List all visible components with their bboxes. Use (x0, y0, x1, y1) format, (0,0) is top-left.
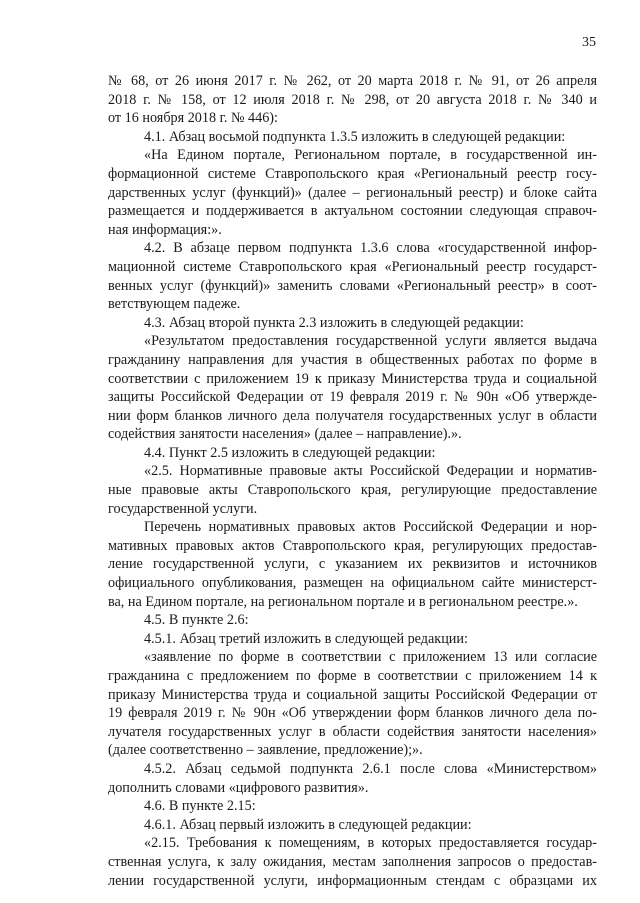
text-line: лучателя государственных услуг в области содействия занятости населения» (108, 723, 597, 740)
text-line: «На Едином портале, Региональном портале, в государственной ин- (144, 147, 597, 164)
page-number: 35 (582, 35, 596, 50)
text-line: венных услуг (функций)» заменить словами «Региональный реестр» в соот- (108, 277, 597, 294)
text-line: 4.5. В пункте 2.6: (144, 612, 249, 629)
text-line: «Результатом предоставления государственной услуги является выдача (144, 333, 597, 350)
text-line: гражданину направления для участия в общественных работах по форме в (108, 351, 597, 368)
text-line: ветствующем падеже. (108, 296, 241, 313)
text-line: дополнить словами «цифрового развития». (108, 779, 369, 796)
text-line: лении государственной услуги, информационным стендам с образцами их (108, 872, 597, 889)
text-line: ные правовые акты Ставропольского края, регулирующие предоставление (108, 482, 597, 499)
text-line: «заявление по форме в соответствии с приложением 13 или согласие (144, 649, 597, 666)
text-line: «2.15. Требования к помещениям, в которых предоставляется государ- (144, 835, 597, 852)
text-line: мационной системе Ставропольского края «Региональный реестр государст- (108, 258, 597, 275)
text-line: 4.4. Пункт 2.5 изложить в следующей редакции: (144, 444, 436, 461)
text-line: 4.6. В пункте 2.15: (144, 798, 256, 815)
text-line: ственная услуга, к залу ожидания, местам заполнения запросов о предостав- (108, 853, 597, 870)
text-line: 4.2. В абзаце первом подпункта 1.3.6 слова «государственной инфор- (144, 240, 597, 257)
text-line: формационной системе Ставропольского края «Региональный реестр госу- (108, 165, 597, 182)
text-line: защиты Российской Федерации от 19 февраля 2019 г. № 90н «Об утвержде- (108, 389, 597, 406)
text-line: 19 февраля 2019 г. № 90н «Об утверждении форм бланков личного дела по- (108, 705, 597, 722)
text-line: (далее соответственно – заявление, предложение);». (108, 742, 423, 759)
text-line: 4.3. Абзац второй пункта 2.3 изложить в следующей редакции: (144, 314, 524, 331)
text-line: размещается и поддерживается в актуальном состоянии следующая справоч- (108, 203, 597, 220)
text-line: ная информация:». (108, 221, 222, 238)
text-line: официального опубликования, размещен на официальном сайте министерст- (108, 575, 597, 592)
text-line: содействия занятости населения» (далее – направление).». (108, 426, 462, 443)
text-line: нии форм бланков личного дела получателя государственных услуг в области (108, 407, 597, 424)
text-line: 4.6.1. Абзац первый изложить в следующей редакции: (144, 816, 472, 833)
text-line: ление государственной услуги, с указанием их реквизитов и источников (108, 556, 597, 573)
text-line: мативных правовых актов Ставропольского края, регулирующих предостав- (108, 537, 597, 554)
text-line: Перечень нормативных правовых актов Российской Федерации и нор- (144, 519, 597, 536)
text-line: гражданина с предложением по форме в соответствии с приложением 14 к (108, 668, 597, 684)
text-line: соответствии с приложением 19 к приказу Министерства труда и социальной (108, 370, 597, 387)
document-body (108, 72, 597, 890)
text-line: 2018 г. № 158, от 12 июля 2018 г. № 298, от 20 августа 2018 г. № 340 и (108, 91, 597, 108)
text-line: 4.5.1. Абзац третий изложить в следующей редакции: (144, 630, 468, 647)
text-line: ва, на Едином портале, на региональном портале и в региональном реестре.». (108, 593, 578, 610)
text-line: приказу Министерства труда и социальной защиты Российской Федерации от (108, 686, 597, 703)
text-line: «2.5. Нормативные правовые акты Российской Федерации и норматив- (144, 463, 597, 480)
text-line: 4.1. Абзац восьмой подпункта 1.3.5 изложить в следующей редакции: (144, 128, 566, 145)
text-line: от 16 ноября 2018 г. № 446): (108, 110, 278, 127)
text-line: дарственных услуг (функций)» (далее – региональный реестр) и блоке сайта (108, 184, 597, 201)
text-line: государственной услуги. (108, 500, 258, 517)
text-line: 4.5.2. Абзац седьмой подпункта 2.6.1 после слова «Министерством» (144, 760, 597, 777)
text-line: № 68, от 26 июня 2017 г. № 262, от 20 марта 2018 г. № 91, от 26 апреля (108, 73, 597, 89)
